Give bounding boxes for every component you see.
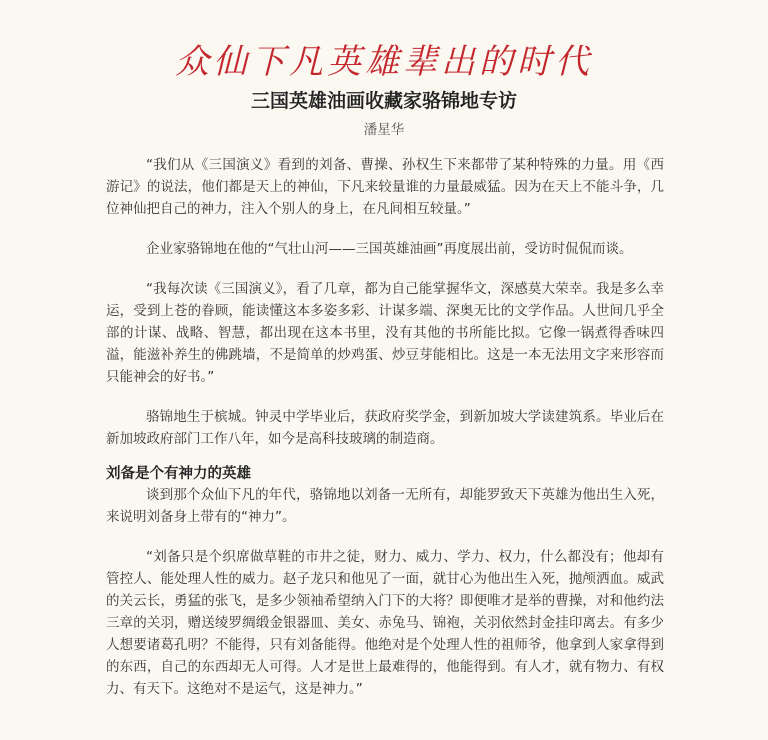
article-body: [106, 154, 664, 718]
article-title: 众仙下凡英雄辈出的时代: [175, 42, 593, 82]
paragraph-quote-intro: “我们从《三国演义》看到的刘备、曹操、孙权生下来都带了某种特殊的力量。用《西游记》的说法，他们都是天上的神仙，下凡来较量谁的力量最威猛。因为在天上不能斗争，几位神仙把自己的神力，注入个别人的身上，在凡间相互较量。”: [106, 157, 664, 217]
author-name: 潘星华: [363, 122, 405, 138]
paragraph-liubei-quote: “刘备只是个织席做草鞋的市井之徒，财力、威力、学力、权力，什么都没有；他却有管控人、能处理人性的威力。赵子龙只和他见了一面，就甘心为他出生入死，抛颅洒血。威武的关云长，勇猛的张飞，是多少领袖希望纳入门下的大将？即便唯才是举的曹操，对和他约法三章的关羽，赠送绫罗绸缎金银器皿、美女、赤兔马、锦袍，关羽依然封金挂印离去。有多少人想要诸葛孔明？不能得，只有刘备能得。他绝对是个处理人性的祖师爷，他拿到人家拿得到的东西，自己的东西却无人可得。人才是世上最难得的，他能得到。有人才，就有物力、有权力、有天下。这绝对不是运气，这是神力。”: [106, 549, 664, 697]
article-subtitle: 三国英雄油画收藏家骆锦地专访: [250, 90, 517, 112]
paragraph-biography: 骆锦地生于槟城。钟灵中学毕业后，获政府奖学金，到新加坡大学读建筑系。毕业后在新加坡政府部门工作八年，如今是高科技玻璃的制造商。: [106, 409, 664, 447]
paragraph-section-intro: 谈到那个众仙下凡的年代，骆锦地以刘备一无所有，却能罗致天下英雄为他出生入死，来说明刘备身上带有的“神力”。: [106, 487, 664, 525]
paragraph-interview-context: 企业家骆锦地在他的“气壮山河——三国英雄油画”再度展出前，受访时侃侃而谈。: [146, 241, 633, 257]
section-heading: 刘备是个有神力的英雄: [106, 466, 251, 482]
paragraph-reading-quote: “我每次读《三国演义》，看了几章，都为自己能掌握华文，深感莫大荣幸。我是多么幸运，受到上苍的眷顾，能读懂这本多姿多彩、计谋多端、深奥无比的文学作品。人世间几乎全部的计谋、战略、智慧，都出现在这本书里，没有其他的书所能比拟。它像一锅煮得香味四溢，能滋补养生的佛跳墙，不是简单的炒鸡蛋、炒豆芽能相比。这是一本无法用文字来形容而只能神会的好书。”: [106, 281, 664, 385]
